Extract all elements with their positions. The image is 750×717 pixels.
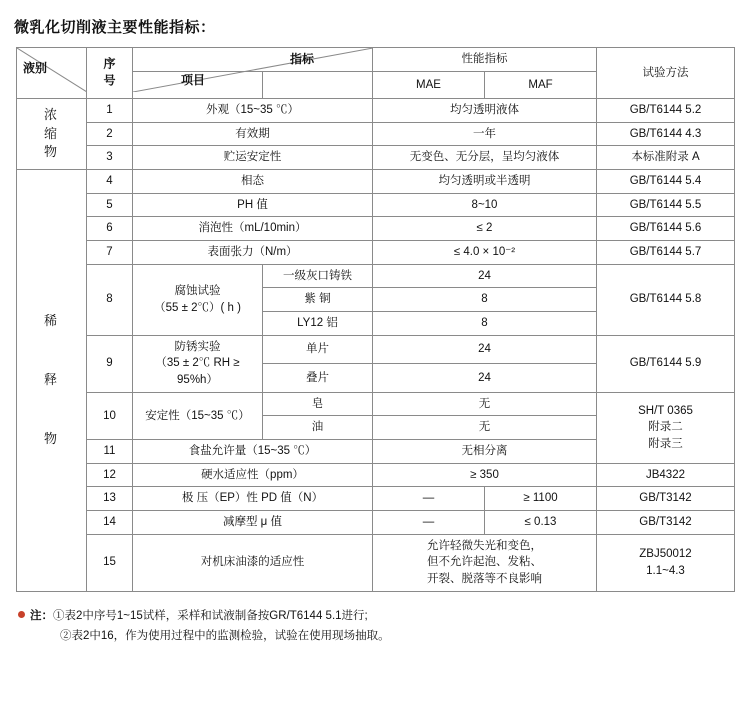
row-value-mae: — — [373, 511, 485, 535]
stability-sub-label: 油 — [263, 416, 373, 440]
page-title: 微乳化切削液主要性能指标： — [14, 19, 216, 36]
paint-method-line1: ZBJ50012 — [639, 548, 692, 561]
row-value: 无变色、无分层，呈均匀液体 — [373, 146, 597, 170]
table-row — [17, 392, 735, 416]
paint-method-line2: 1.1~4.3 — [646, 564, 685, 577]
paint-value-line2: 但不允许起泡、发粘、 — [427, 556, 542, 569]
row-seq: 12 — [87, 463, 133, 487]
table-row — [17, 264, 735, 288]
row-item: 硬水适应性（ppm） — [133, 463, 373, 487]
row-value: 均匀透明或半透明 — [373, 170, 597, 194]
header-liquid-type-cell — [17, 48, 87, 99]
row-method: GB/T6144 5.7 — [597, 241, 735, 265]
row-item: 食盐允许量（15~35 ℃） — [133, 440, 373, 464]
row-method: GB/T6144 5.5 — [597, 193, 735, 217]
row-value-mae: — — [373, 487, 485, 511]
row-item: PH 值 — [133, 193, 373, 217]
row-item-rust — [133, 335, 263, 392]
category-char: 释 — [43, 371, 59, 387]
table-row — [17, 487, 735, 511]
row-method-stability — [597, 392, 735, 463]
header-test-method-cell: 试验方法 — [597, 48, 735, 99]
diagonal-divider-2-icon — [133, 48, 373, 92]
header-seq-cell — [87, 48, 133, 99]
row-value: ≥ 350 — [373, 463, 597, 487]
corrosion-sub-label: 紫 铜 — [263, 288, 373, 312]
rust-item-line3: 95%h） — [177, 374, 218, 387]
row-value: 8~10 — [373, 193, 597, 217]
row-item-corrosion — [133, 264, 263, 335]
rust-sub-label: 叠片 — [263, 364, 373, 393]
row-method: JB4322 — [597, 463, 735, 487]
row-value-paint — [373, 534, 597, 591]
row-seq: 4 — [87, 170, 133, 194]
table-row — [17, 193, 735, 217]
row-seq: 15 — [87, 534, 133, 591]
row-item: 外观（15~35 ℃） — [133, 99, 373, 123]
header-project-index-cell — [133, 48, 373, 87]
header-seq-label: 序号 — [103, 56, 116, 88]
row-seq: 5 — [87, 193, 133, 217]
rust-item-line2: （35 ± 2℃ RH ≥ — [155, 357, 240, 370]
row-method: GB/T3142 — [597, 487, 735, 511]
table-row — [17, 217, 735, 241]
table-row — [17, 170, 735, 194]
corrosion-sub-label: 一级灰口铸铁 — [263, 264, 373, 288]
row-item: 安定性（15~35 ℃） — [133, 392, 263, 439]
row-method: GB/T6144 5.8 — [597, 264, 735, 335]
category-concentrate — [17, 99, 87, 170]
rust-sub-value: 24 — [373, 335, 597, 364]
row-item: 对机床油漆的适应性 — [133, 534, 373, 591]
header-performance-index-cell: 性能指标 — [373, 48, 597, 72]
header-mae-label: MAE — [373, 71, 485, 98]
row-seq: 3 — [87, 146, 133, 170]
row-method: GB/T6144 5.4 — [597, 170, 735, 194]
corrosion-sub-label: LY12 铝 — [263, 312, 373, 336]
category-char: 物 — [43, 430, 59, 446]
header-project-label: 项目 — [181, 73, 206, 87]
table-row — [17, 335, 735, 364]
row-value-maf: ≥ 1100 — [485, 487, 597, 511]
stability-method-line3: 附录三 — [648, 438, 683, 451]
table-row — [17, 511, 735, 535]
row-method: GB/T6144 5.9 — [597, 335, 735, 392]
corrosion-sub-value: 8 — [373, 312, 597, 336]
row-seq: 7 — [87, 241, 133, 265]
note-item: ②表2中16，作为使用过程中的监测检验，试验在使用现场抽取。 — [60, 630, 390, 643]
table-row — [17, 534, 735, 591]
row-value-maf: ≤ 0.13 — [485, 511, 597, 535]
bullet-icon — [18, 611, 25, 618]
notes-label: 注： — [30, 609, 53, 622]
note-row-2 — [18, 626, 750, 647]
category-char: 浓 — [43, 106, 59, 122]
header-maf-label: MAF — [485, 71, 597, 98]
row-item: 贮运安定性 — [133, 146, 373, 170]
row-seq: 6 — [87, 217, 133, 241]
row-value: 均匀透明液体 — [373, 99, 597, 123]
table-row — [17, 122, 735, 146]
row-method: GB/T3142 — [597, 511, 735, 535]
stability-method-line2: 附录二 — [648, 421, 683, 434]
stability-sub-label: 皂 — [263, 392, 373, 416]
corrosion-sub-value: 24 — [373, 264, 597, 288]
spec-table — [16, 47, 735, 592]
table-row — [17, 241, 735, 265]
table-row — [17, 463, 735, 487]
row-item: 相态 — [133, 170, 373, 194]
row-seq: 11 — [87, 440, 133, 464]
category-char: 物 — [43, 144, 59, 160]
row-seq: 8 — [87, 264, 133, 335]
row-method: GB/T6144 5.2 — [597, 99, 735, 123]
row-value: ≤ 2 — [373, 217, 597, 241]
row-seq: 9 — [87, 335, 133, 392]
row-seq: 13 — [87, 487, 133, 511]
row-item: 有效期 — [133, 122, 373, 146]
rust-item-line1: 防锈实验 — [174, 340, 221, 353]
header-liquid-type-label: 液别 — [23, 61, 48, 75]
category-char: 稀 — [43, 313, 59, 329]
note-row-1 — [18, 606, 750, 627]
row-item: 表面张力（N/m） — [133, 241, 373, 265]
row-method-paint — [597, 534, 735, 591]
row-value: ≤ 4.0 × 10⁻² — [373, 241, 597, 265]
paint-value-line1: 允许轻微失光和变色， — [427, 539, 542, 552]
stability-sub-value: 无 — [373, 416, 597, 440]
notes-block — [18, 606, 750, 647]
row-seq: 14 — [87, 511, 133, 535]
corrosion-item-line1: 腐蚀试验 — [174, 285, 221, 298]
row-method: 本标准附录 A — [597, 146, 735, 170]
row-value: 一年 — [373, 122, 597, 146]
row-item: 极 压（EP）性 PD 值（N） — [133, 487, 373, 511]
table-row — [17, 146, 735, 170]
row-method: GB/T6144 5.6 — [597, 217, 735, 241]
stability-method-line1: SH/T 0365 — [638, 404, 693, 417]
header-index-label: 指标 — [289, 52, 314, 66]
row-method: GB/T6144 4.3 — [597, 122, 735, 146]
corrosion-sub-value: 8 — [373, 288, 597, 312]
row-seq: 10 — [87, 392, 133, 439]
row-seq: 2 — [87, 122, 133, 146]
row-value: 无相分离 — [373, 440, 597, 464]
row-item: 减摩型 μ 值 — [133, 511, 373, 535]
table-header-row-1 — [17, 48, 735, 72]
row-item: 消泡性（mL/10min） — [133, 217, 373, 241]
rust-sub-value: 24 — [373, 364, 597, 393]
corrosion-item-line2: （55 ± 2℃）( h ) — [154, 301, 241, 314]
table-row — [17, 99, 735, 123]
category-diluted — [17, 170, 87, 592]
note-item: ①表2中序号1~15试样，采样和试液制备按GR/T6144 5.1进行; — [53, 609, 368, 622]
row-seq: 1 — [87, 99, 133, 123]
paint-value-line3: 开裂、脱落等不良影响 — [427, 573, 542, 586]
stability-sub-value: 无 — [373, 392, 597, 416]
category-char: 缩 — [43, 125, 59, 141]
rust-sub-label: 单片 — [263, 335, 373, 364]
